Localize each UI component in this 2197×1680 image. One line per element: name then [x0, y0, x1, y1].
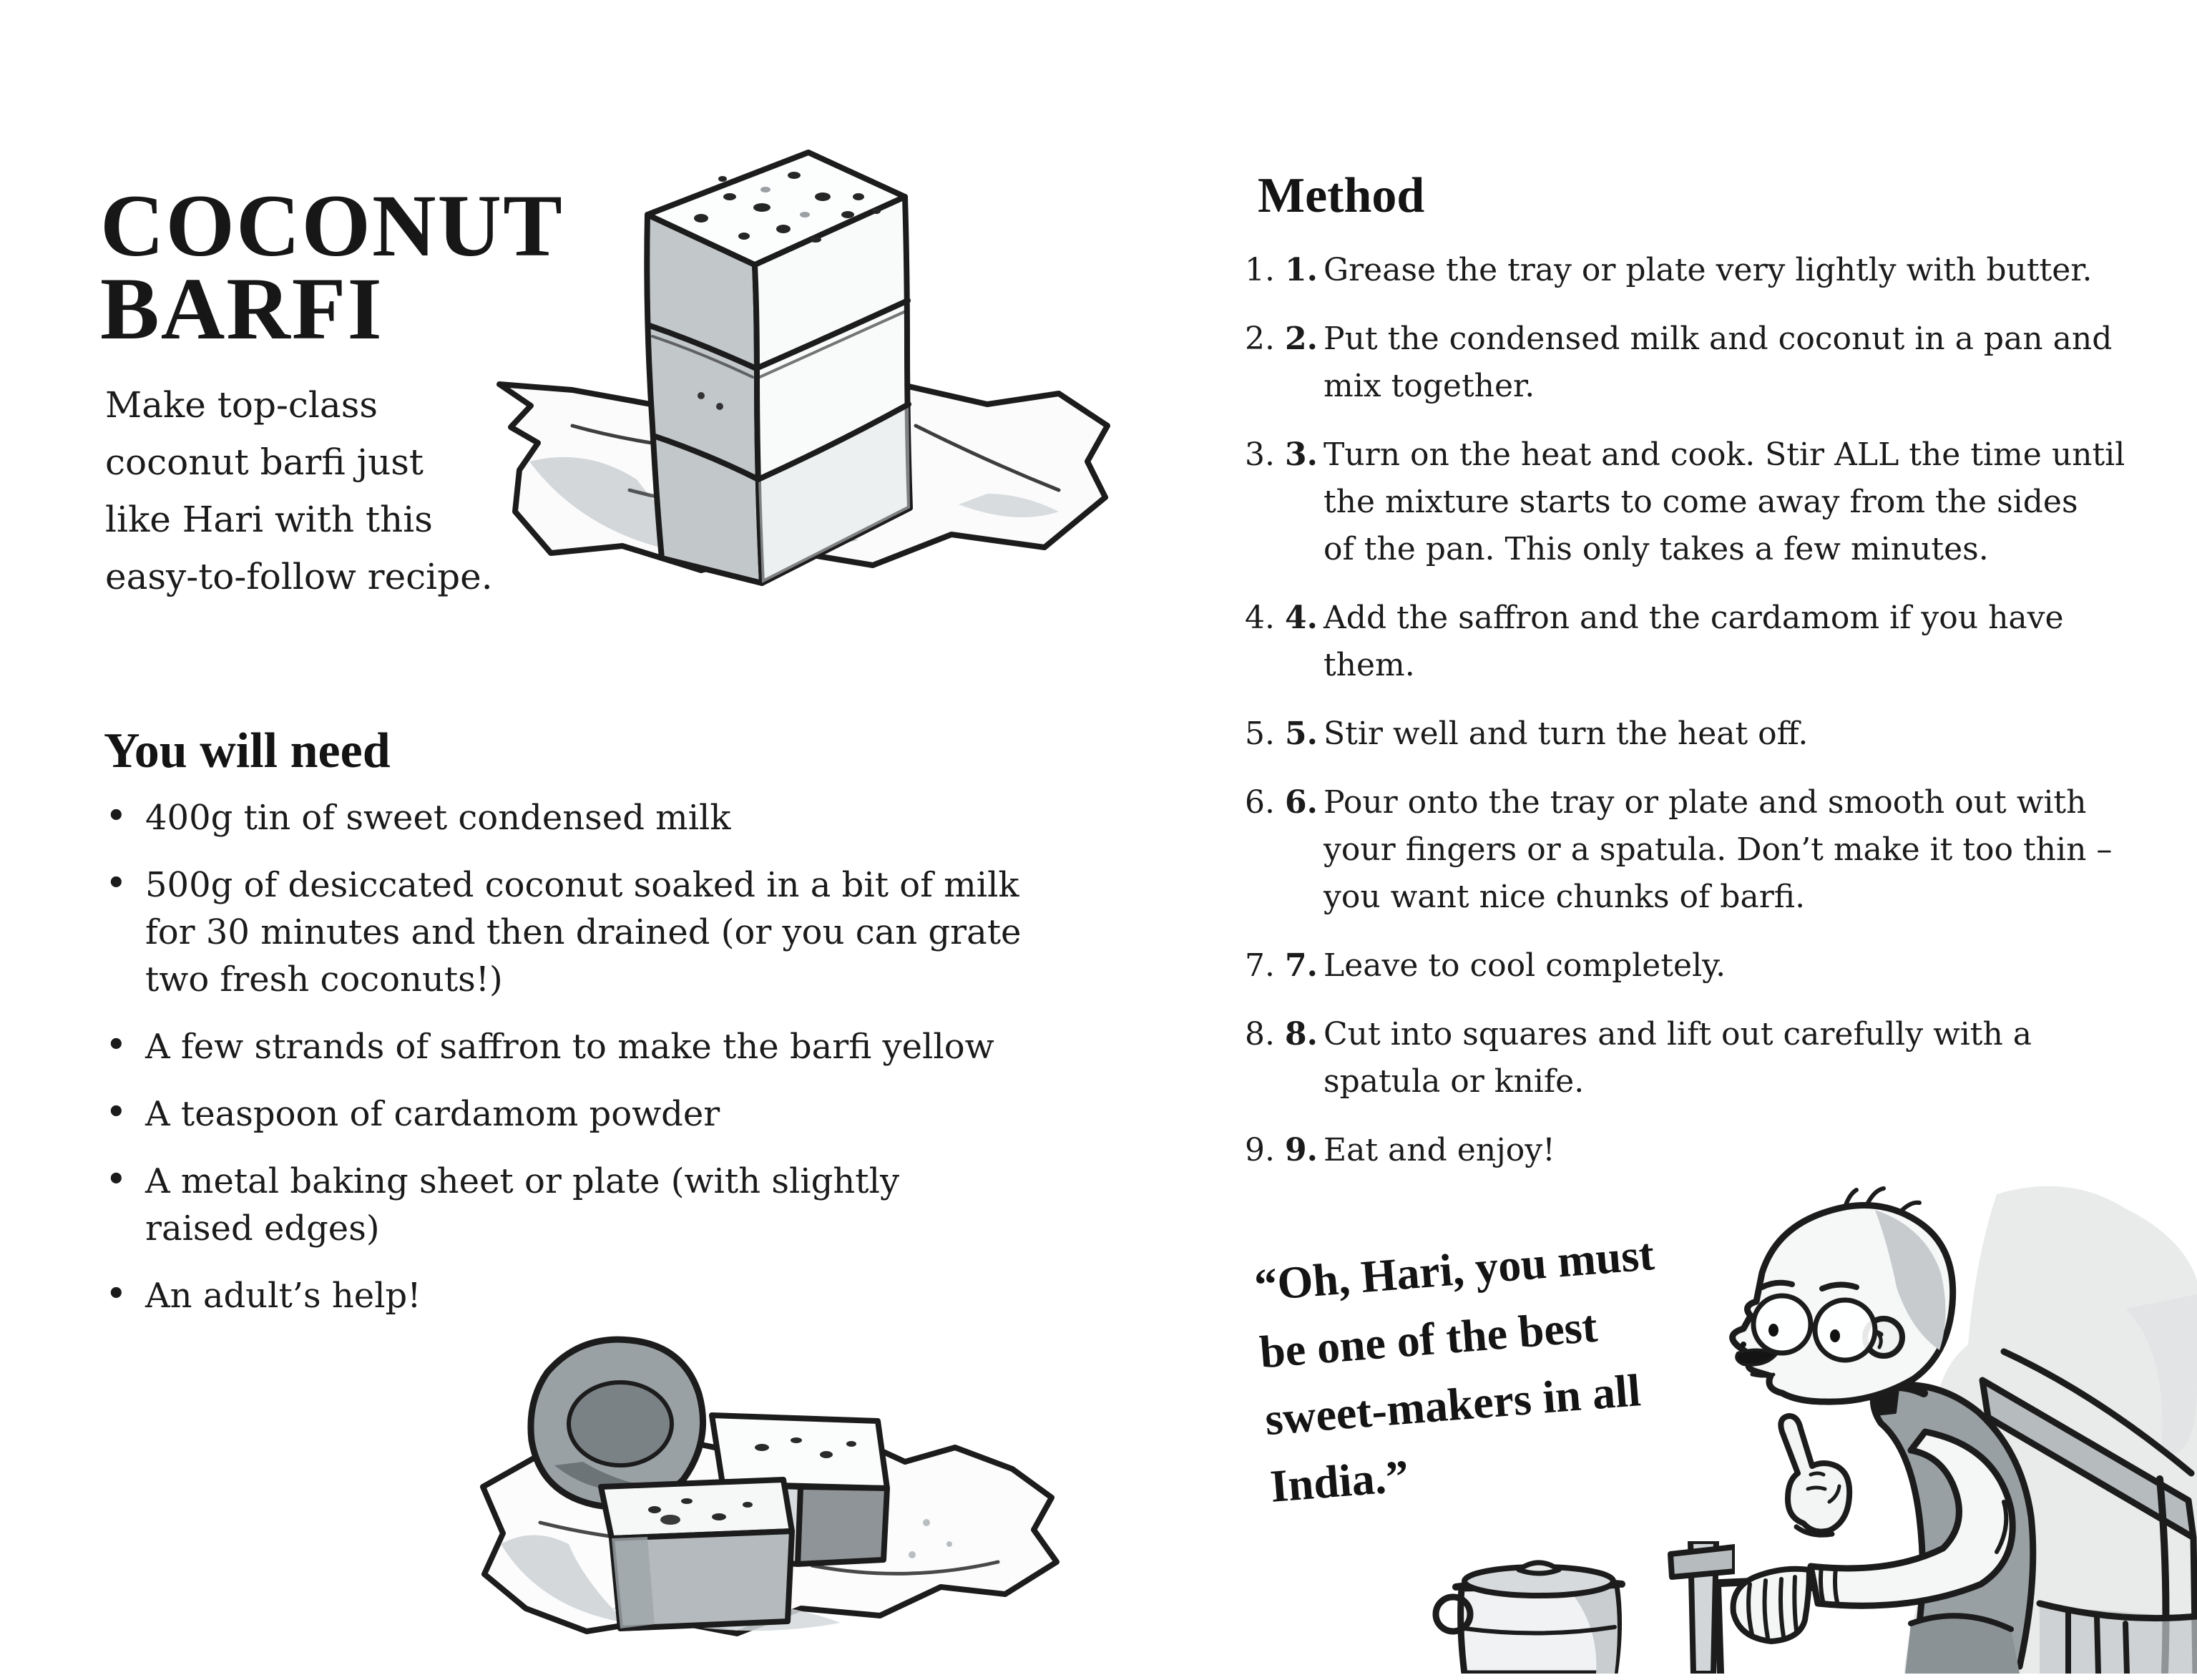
glasses-left-lens: [1753, 1296, 1811, 1353]
method-step: [1285, 779, 2197, 921]
method-step: [1285, 316, 2197, 410]
method-heading: Method: [1258, 168, 1425, 224]
step-line: the mixture starts to come away from the sides: [1323, 484, 2078, 520]
ingredient-line: • A few strands of saffron to make the barfi yellow: [145, 1027, 994, 1067]
ingredient-line: • A metal baking sheet or plate (with slightly: [145, 1161, 900, 1201]
step-line: them.: [1323, 647, 1415, 683]
step-line: Add the saffron and the cardamom if you have: [1323, 600, 2064, 636]
ingredients-heading: You will need: [104, 723, 391, 779]
ingredient-line: • 500g of desiccated coconut soaked in a bit of milk: [145, 865, 1019, 905]
quote-line: India.”: [1268, 1450, 1411, 1512]
resting-hand: [1733, 1569, 1809, 1641]
step-line: you want nice chunks of barfi.: [1323, 879, 1806, 915]
ingredient-line: • A teaspoon of cardamom powder: [145, 1094, 720, 1134]
glasses-right-lens: [1815, 1300, 1875, 1360]
page-title-line1: COCONUT: [100, 177, 564, 275]
intro-line: Make top-class: [105, 384, 378, 426]
step-number: 9. 9.: [1285, 1132, 1318, 1168]
method-step: [1285, 431, 2197, 573]
step-line: spatula or knife.: [1323, 1063, 1585, 1100]
method-list: [1256, 247, 2197, 1196]
step-number: 8. 8.: [1285, 1016, 1318, 1053]
ingredient-line: for 30 minutes and then drained (or you can grate: [145, 912, 1022, 952]
step-line: Stir well and turn the heat off.: [1323, 716, 1809, 752]
method-step: [1285, 595, 2197, 689]
barfi-cubes: [647, 152, 910, 583]
milk-can-illustration: [1427, 1541, 1735, 1674]
head: [1733, 1188, 1953, 1402]
method-step: [1285, 247, 2197, 294]
method-step: [1285, 1011, 2197, 1105]
step-line: Pour onto the tray or plate and smooth out with: [1323, 784, 2087, 821]
intro-line: like Hari with this: [105, 499, 433, 540]
step-line: Eat and enjoy!: [1323, 1132, 1555, 1168]
pointing-hand: [1781, 1416, 1849, 1535]
ingredient-item: [105, 1090, 1178, 1138]
ingredient-line: • An adult’s help!: [145, 1276, 421, 1316]
barfi-stack-illustration: [486, 89, 1130, 590]
step-number: 3. 3.: [1285, 436, 1318, 473]
step-number: 1. 1.: [1285, 252, 1318, 288]
step-number: 2. 2.: [1285, 321, 1318, 357]
ingredient-line: two fresh coconuts!): [145, 959, 503, 1000]
step-line: Turn on the heat and cook. Stir ALL the time until: [1323, 436, 2125, 473]
quote-line: be one of the best: [1258, 1300, 1600, 1378]
intro-line: coconut barfi just: [105, 441, 424, 483]
step-line: Put the condensed milk and coconut in a pan and: [1323, 321, 2113, 357]
sweets-illustration: [440, 1308, 1084, 1680]
quote-line: “Oh, Hari, you must: [1252, 1229, 1656, 1311]
step-number: 7. 7.: [1285, 947, 1318, 984]
ingredients-list: [105, 794, 1178, 1339]
step-number: 4. 4.: [1285, 600, 1318, 636]
step-number: 6. 6.: [1285, 784, 1318, 821]
intro-text: [105, 376, 493, 605]
ingredient-item: [105, 861, 1178, 1003]
page-title-line2: BARFI: [100, 260, 383, 358]
step-line: mix together.: [1323, 368, 1535, 404]
quote-line: sweet-makers in all: [1263, 1364, 1643, 1445]
ingredient-line: • 400g tin of sweet condensed milk: [145, 798, 731, 838]
method-step: [1285, 942, 2197, 990]
ingredient-item: [105, 794, 1178, 841]
ingredient-item: [105, 1023, 1178, 1070]
step-line: Leave to cool completely.: [1323, 947, 1726, 984]
step-line: your fingers or a spatula. Don’t make it too thin –: [1323, 831, 2113, 868]
step-line: Grease the tray or plate very lightly with butter.: [1323, 252, 2093, 288]
intro-line: easy-to-follow recipe.: [105, 556, 493, 597]
ingredient-item: [105, 1158, 1178, 1252]
sweet-maker-illustration: [1696, 1166, 2197, 1674]
ingredient-line: raised edges): [145, 1208, 380, 1249]
step-line: of the pan. This only takes a few minutes.: [1323, 531, 1989, 567]
step-number: 5. 5.: [1285, 716, 1318, 752]
method-step: [1285, 710, 2197, 758]
step-line: Cut into squares and lift out carefully with a: [1323, 1016, 2032, 1053]
